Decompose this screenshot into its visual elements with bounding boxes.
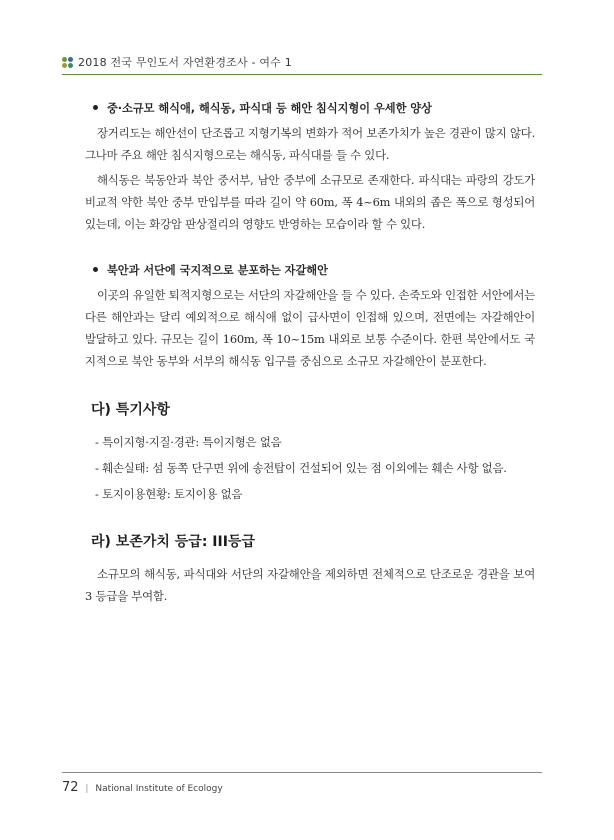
bullet-heading-erosion [93, 100, 535, 116]
header-dots-icon [62, 57, 74, 67]
main-content [85, 100, 535, 610]
paragraph: 해식동은 북동안과 북안 중서부, 남안 중부에 소규모로 존재한다. 파식대는 파랑의 강도가 비교적 약한 북안 중부 만입부를 따라 길이 약 60m, 폭 4~6m 내외의 좁은 폭으로 형성되어 있는데, 이는 화강암 판상절리의 영향도 반영하는 모습이라 할 수 있다. [85, 173, 535, 231]
bullet-heading-text: 북안과 서단에 국지적으로 분포하는 자갈해안 [107, 264, 328, 277]
dot-1 [62, 57, 67, 62]
page-number: 72 [62, 780, 79, 795]
list-item: - 특이지형·지질·경관: 특이지형은 없음 [95, 435, 282, 449]
bullet-icon [93, 105, 98, 110]
bullet-heading-text: 중·소규모 해식애, 해식동, 파식대 등 해안 침식지형이 우세한 양상 [107, 102, 432, 115]
bullet-icon [93, 267, 98, 272]
dot-2 [68, 57, 73, 62]
list-item: - 토지이용현황: 토지이용 없음 [95, 487, 243, 501]
section-title-grade: 라) 보존가치 등급: III등급 [91, 534, 255, 550]
dot-4 [68, 63, 73, 68]
dot-3 [62, 63, 67, 68]
paragraph: 이곳의 유일한 퇴적지형으로는 서단의 자갈해안을 들 수 있다. 손죽도와 인접한 서안에서는 다른 해안과는 달리 예외적으로 해식애 없이 급사면이 인접해 있으며, 전면에는 자갈해안이 발달하고 있다. 규모는 길이 160m, 폭 10~15m 내외로 보통 수준이다. 한편 북안에서도 국지적으로 북안 동부와 서부의 해식동 입구를 중심으로 소규모 자갈해안이 분포한다. [85, 288, 535, 368]
paragraph: 소규모의 해식동, 파식대와 서단의 자갈해안을 제외하면 전체적으로 단조로운 경관을 보여 3 등급을 부여함. [85, 567, 535, 603]
bullet-heading-gravel [93, 262, 535, 278]
header-title: 2018 전국 무인도서 자연환경조사 - 여수 1 [78, 56, 292, 69]
page-header [62, 52, 542, 75]
page-footer [62, 780, 223, 795]
list-item: - 훼손실태: 섬 동쪽 단구면 위에 송전탑이 건설되어 있는 점 이외에는 훼손 사항 없음. [95, 461, 507, 475]
section-title-special: 다) 특기사항 [91, 402, 170, 418]
footer-org: National Institute of Ecology [95, 784, 223, 794]
footer-separator: | [85, 784, 89, 794]
paragraph: 장거리도는 해안선이 단조롭고 지형기복의 변화가 적어 보존가치가 높은 경관이 많지 않다. 그나마 주요 해안 침식지형으로는 해식동, 파식대를 들 수 있다. [85, 126, 535, 162]
footer-divider [62, 772, 542, 773]
